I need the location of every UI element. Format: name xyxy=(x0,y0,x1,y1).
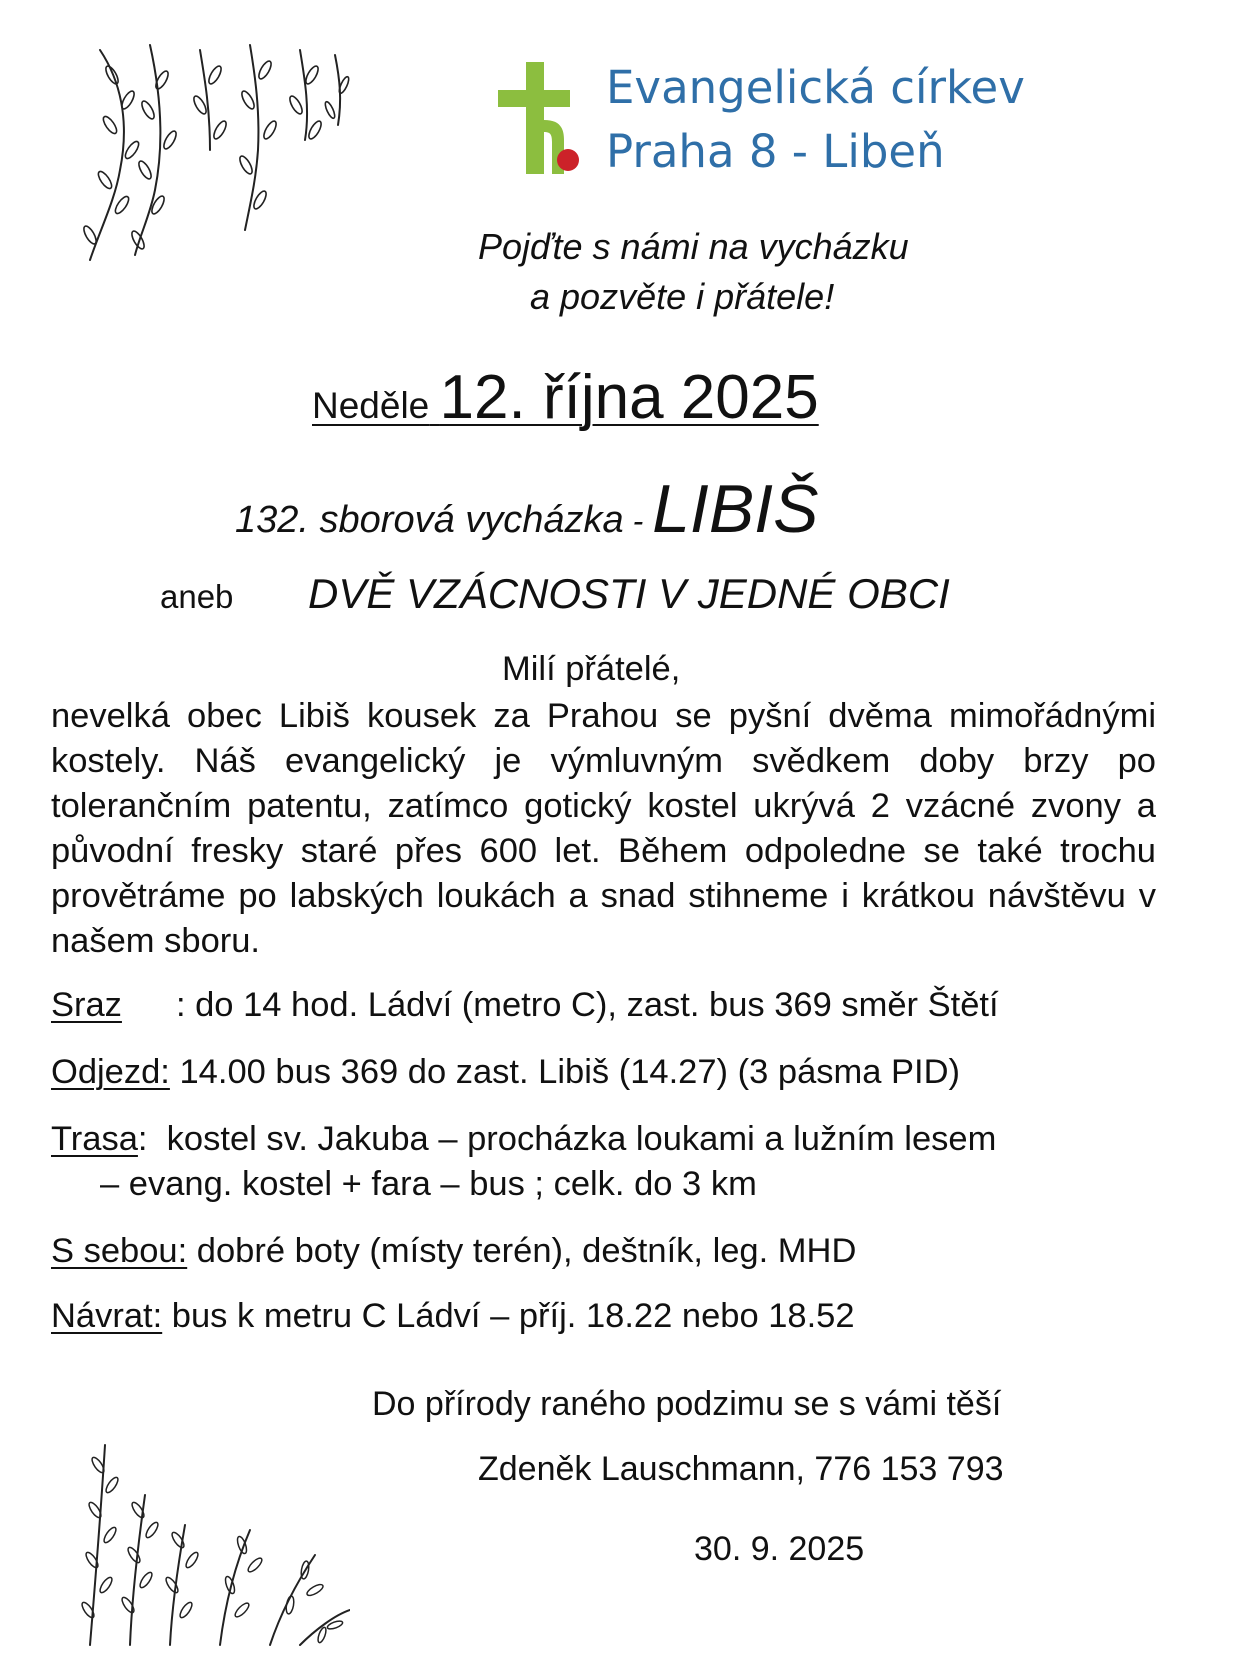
walk-subtitle: DVĚ VZÁCNOSTI V JEDNÉ OBCI xyxy=(308,570,950,617)
event-day-label: Neděle xyxy=(312,385,430,426)
detail-trasa-label: Trasa xyxy=(51,1120,138,1158)
walk-label: 132. sborová vycházka xyxy=(235,499,624,541)
herb-sprigs-illustration xyxy=(60,1435,350,1650)
detail-odjezd-label: Odjezd: xyxy=(51,1053,170,1091)
detail-odjezd xyxy=(51,1050,960,1095)
aneb-label: aneb xyxy=(160,578,234,615)
willow-branch-illustration xyxy=(60,40,350,270)
detail-navrat xyxy=(51,1294,855,1339)
detail-navrat-text: bus k metru C Ládví – příj. 18.22 nebo 18.52 xyxy=(171,1297,855,1335)
detail-trasa xyxy=(51,1117,996,1162)
event-date-heading xyxy=(312,362,819,433)
intro-paragraph: nevelká obec Libiš kousek za Prahou se pyšní dvěma mimořádnými kostely. Náš evangelický je výmluvným svědkem doby brzy po tolerančním patentu, zatímco gotický kostel ukrývá 2 vzácné zvony a původní fresky staré přes 600 let. Během odpoledne se také trochu provětráme po labských loukách a snad stihneme i krátkou návštěvu v našem sboru. xyxy=(51,697,1156,960)
detail-trasa-continuation: – evang. kostel + fara – bus ; celk. do 3 km xyxy=(100,1165,757,1203)
detail-trasa-text: : kostel sv. Jakuba – procházka loukami a lužním lesem xyxy=(137,1120,997,1158)
detail-sebou-text: dobré boty (místy terén), deštník, leg. MHD xyxy=(196,1232,857,1270)
detail-sebou xyxy=(51,1229,856,1274)
logo-text xyxy=(606,56,1025,184)
logo-line-2: Praha 8 - Libeň xyxy=(606,125,945,178)
detail-sraz xyxy=(51,983,999,1028)
detail-sebou-label: S sebou: xyxy=(51,1232,188,1270)
detail-navrat-label: Návrat: xyxy=(51,1297,163,1335)
invitation-line-1: Pojďte s námi na vycházku xyxy=(478,226,909,267)
signature-contact: Zdeněk Lauschmann, 776 153 793 xyxy=(478,1450,1004,1488)
detail-odjezd-text: 14.00 bus 369 do zast. Libiš (14.27) (3 pásma PID) xyxy=(179,1053,961,1091)
event-date: 12. října 2025 xyxy=(439,363,819,432)
walk-dash: - xyxy=(632,503,644,539)
walk-place: LIBIŠ xyxy=(652,471,819,547)
invitation-line-2: a pozvěte i přátele! xyxy=(530,276,835,317)
greeting: Milí přátelé, xyxy=(502,650,681,688)
detail-sraz-label: Sraz xyxy=(51,986,122,1024)
closing-line: Do přírody raného podzimu se s vámi těší xyxy=(372,1385,1002,1423)
letter-date: 30. 9. 2025 xyxy=(694,1530,865,1568)
church-cross-logo-icon xyxy=(498,62,584,174)
walk-title xyxy=(235,470,818,548)
detail-sraz-text: : do 14 hod. Ládví (metro C), zast. bus 369 směr Štětí xyxy=(175,986,999,1024)
logo-line-1: Evangelická církev xyxy=(606,61,1025,114)
